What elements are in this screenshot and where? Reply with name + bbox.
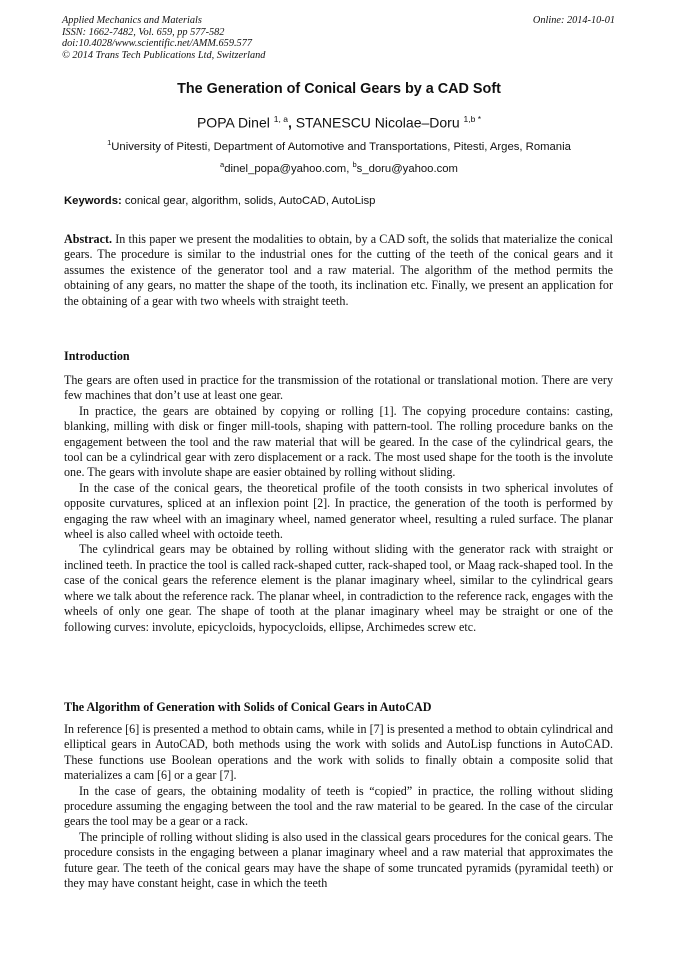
author-affiliation-mark: 1, a <box>273 114 288 124</box>
journal-issn: ISSN: 1662-7482, Vol. 659, pp 577-582 <box>62 26 225 38</box>
author-name: STANESCU Nicolae–Doru <box>295 114 460 131</box>
journal-copyright: © 2014 Trans Tech Publications Ltd, Switzerland <box>62 49 266 61</box>
abstract-text: In this paper we present the modalities to obtain, by a CAD soft, the solids that materialize the conical gears. The procedure is similar to the industrial ones for the cutting of the teeth of the conical gears and it assumes the existence of the generator tool and a raw material. The algorithm of the method permits the obtaining of any gears, no matter the shape of the tooth, its inclination etc. Finally, we present an application for the obtaining of a gear with two wheels with straight teeth. <box>64 232 613 308</box>
keywords-text: conical gear, algorithm, solids, AutoCAD, AutoLisp <box>124 195 376 207</box>
journal-header <box>62 15 615 61</box>
paragraph: In the case of gears, the obtaining modality of teeth is “copied” in practice, the rolling without sliding procedure assuming the engaging between the tool and the raw material to be geared. In the case of the circular gears the tool may be a gear or a rack. <box>64 783 613 829</box>
paragraph: In practice, the gears are obtained by copying or rolling [1]. The copying procedure contains: casting, blanking, milling with disk or finger mill-tools, shaping with pattern-tool. The rolling procedure banks on the engagement between the tool and the raw material that will be geared. In the case of the cylindrical gears, the tool can be a cylindrical gear with zero displacement or a rack. The most used shape for the tooth is the involute one. The gears with involute shape are easier obtained by rolling without sliding. <box>64 403 613 480</box>
journal-doi: doi:10.4028/www.scientific.net/AMM.659.577 <box>62 38 252 50</box>
email-mark: a <box>220 160 225 169</box>
keywords-label: Keywords: <box>64 195 122 207</box>
journal-name: Applied Mechanics and Materials <box>62 15 202 26</box>
author-separator: , <box>287 114 292 131</box>
paragraph: In reference [6] is presented a method to obtain cams, while in [7] is presented a method to obtain cylindrical and elliptical gears in AutoCAD, both methods using the work with solids and AutoLisp functions in AutoCAD. These functions use Boolean operations and the work with solids to finally obtain a composite solid that materializes a cam [6] or a gear [7]. <box>64 722 613 783</box>
email-mark: b <box>352 160 357 169</box>
email-link[interactable]: dinel_popa@yahoo.com, <box>224 162 350 175</box>
keywords <box>64 195 375 207</box>
online-date: Online: 2014-10-01 <box>532 15 615 26</box>
author-affiliation-mark: 1,b * <box>463 114 482 124</box>
affiliation-text: University of Pitesti, Department of Automotive and Transportations, Pitesti, Arges, Romania <box>111 140 571 153</box>
author-emails <box>0 160 678 175</box>
email-link[interactable]: s_doru@yahoo.com <box>356 162 458 175</box>
section-heading-algorithm: The Algorithm of Generation with Solids of Conical Gears in AutoCAD <box>64 700 432 714</box>
abstract <box>64 232 613 309</box>
affiliation-mark: 1 <box>107 138 112 147</box>
abstract-label: Abstract. <box>64 232 113 246</box>
paragraph: In the case of the conical gears, the theoretical profile of the tooth consists in two spherical involutes of opposite curvatures, spliced at an inflexion point [2]. In practice, the generation of the tooth is performed by engaging the raw wheel with an imaginary wheel, named generator wheel, resulting a ruled surface. The planar wheel is also called wheel with octoide teeth. <box>64 480 613 542</box>
author-list <box>0 114 678 131</box>
section-heading-introduction: Introduction <box>64 349 130 363</box>
paper-title: The Generation of Conical Gears by a CAD Soft <box>177 81 501 97</box>
introduction-section <box>64 373 613 635</box>
algorithm-section <box>64 722 613 891</box>
paragraph: The cylindrical gears may be obtained by rolling without sliding with the generator rack with straight or inclined teeth. In practice the tool is called rack-shaped cutter, rack-shaped tool, or Maag rack-shaped tool. In the case of the conical gears the reference element is the planar imaginary wheel, similar to the cylindrical gears where we talk about the reference rack. The planar wheel, in contradiction to the reference rack, engages with the wheels of only one gear. The shape of tooth at the planar imaginary wheel may be straight or one of the following curves: involute, epicycloids, hypocycloids, ellipse, Archimedes screw etc. <box>64 542 613 634</box>
paragraph: The principle of rolling without sliding is also used in the classical gears procedures for the conical gears. The procedure consists in the engaging between a planar imaginary wheel and a raw material that approximates the future gear. The teeth of the conical gears may have the shape of some truncated pyramids (pyramidal teeth) or they may have constant height, case in which the teeth <box>64 829 613 891</box>
paragraph: The gears are often used in practice for the transmission of the rotational or translational motion. There are very few machines that don’t use at least one gear. <box>64 373 613 403</box>
affiliation <box>0 138 678 153</box>
author-name: POPA Dinel <box>196 114 270 131</box>
